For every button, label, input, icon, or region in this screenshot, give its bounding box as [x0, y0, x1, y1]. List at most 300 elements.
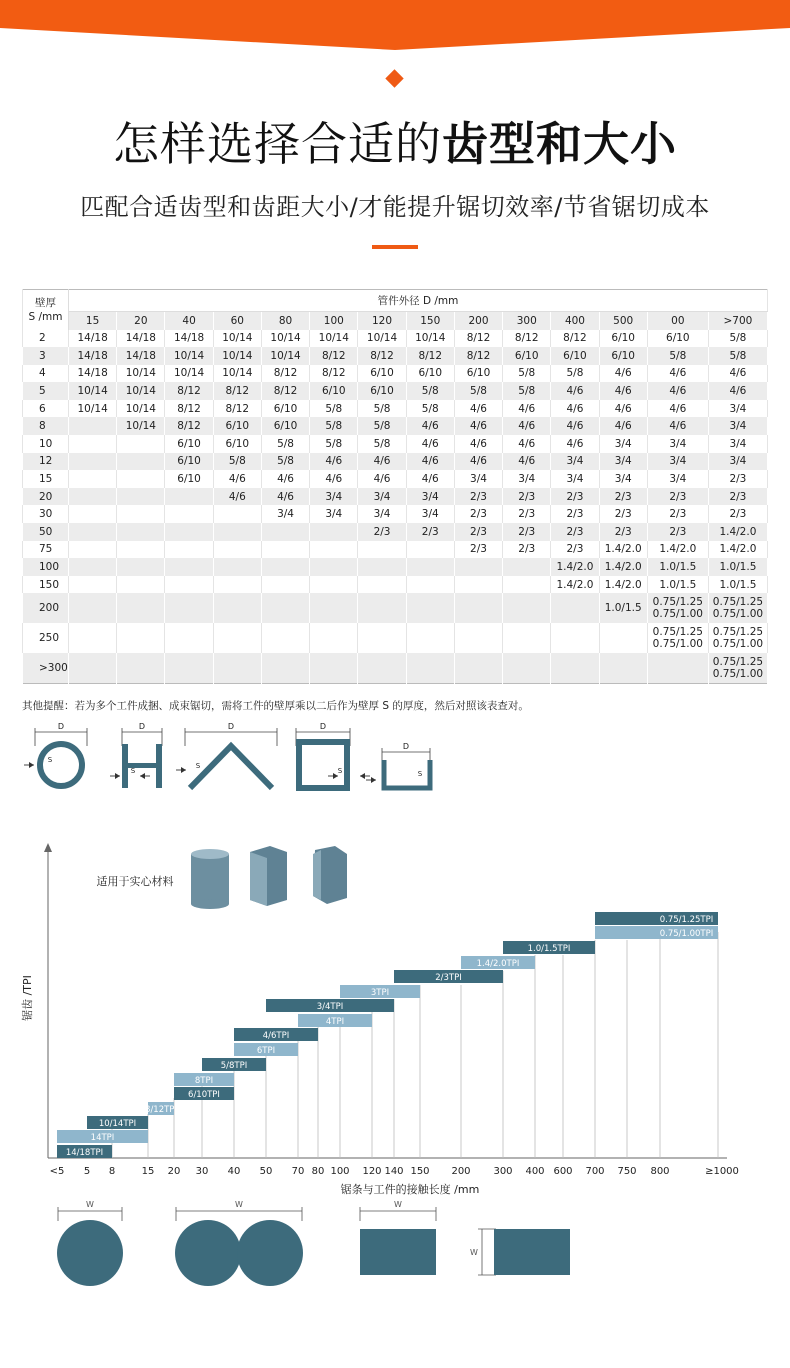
tpi-cell: 6/10	[165, 453, 213, 471]
tpi-cell: 5/8	[213, 453, 261, 471]
tpi-cell	[117, 653, 165, 683]
tpi-cell: 4/6	[213, 488, 261, 506]
diameter-header: 80	[261, 312, 309, 330]
tpi-cell	[117, 453, 165, 471]
table-row	[23, 400, 768, 418]
tpi-cell	[358, 576, 406, 594]
tpi-cell	[69, 470, 117, 488]
tpi-cell: 14/18	[117, 347, 165, 365]
wall-thickness-cell: 4	[23, 365, 69, 383]
tpi-cell: 6/10	[551, 347, 599, 365]
page-title	[0, 108, 790, 174]
tpi-cell: 2/3	[647, 505, 708, 523]
tpi-cell: 2/3	[503, 541, 551, 559]
s-label: S	[130, 767, 136, 775]
width-diagrams	[50, 1195, 590, 1305]
table-row	[23, 593, 768, 623]
tpi-cell	[310, 653, 358, 683]
tpi-cell: 4/6	[406, 435, 454, 453]
x-tick-label: 80	[311, 1166, 325, 1177]
wall-thickness-cell: 15	[23, 470, 69, 488]
tpi-cell: 6/10	[599, 347, 647, 365]
tpi-bar-label: 6/10TPI	[188, 1090, 220, 1100]
tpi-cell: 5/8	[708, 347, 767, 365]
d-label: D	[138, 722, 146, 731]
tpi-bar-label: 1.0/1.5TPI	[527, 944, 571, 954]
tpi-cell: 14/18	[165, 330, 213, 348]
tpi-cell	[551, 593, 599, 623]
arrow-head-icon	[29, 762, 34, 768]
diameter-header: 300	[503, 312, 551, 330]
x-tick-label: <5	[49, 1166, 65, 1177]
x-tick-label: 140	[384, 1166, 404, 1177]
tpi-cell	[165, 505, 213, 523]
y-axis-arrow-icon	[44, 843, 52, 852]
tpi-cell: 3/4	[708, 400, 767, 418]
tpi-cell: 3/4	[310, 488, 358, 506]
tpi-cell: 4/6	[406, 470, 454, 488]
round-bar-icon	[57, 1220, 123, 1286]
tpi-cell: 2/3	[503, 505, 551, 523]
tpi-cell	[310, 541, 358, 559]
tpi-cell: 1.0/1.5	[599, 593, 647, 623]
tpi-cell	[358, 653, 406, 683]
tpi-cell: 6/10	[213, 435, 261, 453]
wall-thickness-cell: 2	[23, 330, 69, 348]
tpi-cell: 4/6	[406, 417, 454, 435]
tpi-cell: 10/14	[117, 365, 165, 383]
tpi-cell: 6/10	[454, 365, 502, 383]
tpi-cell: 10/14	[117, 417, 165, 435]
flat-bar-icon	[360, 1229, 436, 1275]
title-diamond-icon	[385, 69, 403, 87]
tpi-cell: 0.75/1.25 0.75/1.00	[647, 623, 708, 653]
tpi-cell: 3/4	[647, 453, 708, 471]
table-row	[23, 330, 768, 348]
tpi-cell: 2/3	[551, 541, 599, 559]
tpi-cell: 2/3	[454, 505, 502, 523]
tpi-cell: 4/6	[647, 382, 708, 400]
tpi-cell: 5/8	[708, 330, 767, 348]
s-label: S	[47, 756, 53, 764]
wall-thickness-cell: 6	[23, 400, 69, 418]
tpi-cell: 5/8	[454, 382, 502, 400]
tpi-cell	[165, 623, 213, 653]
tpi-cell: 8/12	[454, 347, 502, 365]
tpi-cell: 10/14	[310, 330, 358, 348]
arrow-head-icon	[181, 767, 186, 773]
s-label: S	[417, 770, 423, 778]
tpi-bar-label: 14TPI	[90, 1133, 115, 1143]
tpi-cell: 4/6	[551, 400, 599, 418]
tpi-cell: 8/12	[213, 382, 261, 400]
tpi-cell	[406, 623, 454, 653]
d-label: D	[319, 722, 327, 731]
w-label: W	[235, 1200, 243, 1209]
diameter-header: >700	[708, 312, 767, 330]
tpi-cell: 2/3	[647, 523, 708, 541]
tpi-cell: 5/8	[261, 435, 309, 453]
wall-thickness-cell: 12	[23, 453, 69, 471]
tpi-cell	[117, 470, 165, 488]
tpi-cell: 1.4/2.0	[551, 576, 599, 594]
tpi-cell: 3/4	[708, 435, 767, 453]
tpi-bar-label: 0.75/1.25TPI	[659, 915, 714, 925]
tpi-cell	[69, 653, 117, 683]
tpi-cell	[69, 523, 117, 541]
tpi-cell: 4/6	[599, 382, 647, 400]
tpi-cell	[503, 558, 551, 576]
tooth-spec-table	[22, 289, 768, 684]
cylinder-body-icon	[191, 854, 229, 904]
tpi-cell	[165, 653, 213, 683]
wall-thickness-cell: 250	[23, 623, 69, 653]
tpi-cell	[358, 558, 406, 576]
wall-thickness-cell: 150	[23, 576, 69, 594]
tpi-cell: 8/12	[213, 400, 261, 418]
tpi-cell: 1.0/1.5	[647, 576, 708, 594]
s-label: S	[337, 767, 343, 775]
tpi-cell: 6/10	[358, 382, 406, 400]
tpi-cell: 5/8	[551, 365, 599, 383]
tpi-cell: 5/8	[358, 417, 406, 435]
tpi-cell: 6/10	[261, 400, 309, 418]
diameter-header: 500	[599, 312, 647, 330]
tpi-cell	[261, 576, 309, 594]
tpi-bar-label: 0.75/1.00TPI	[659, 929, 714, 939]
tpi-cell	[406, 541, 454, 559]
tpi-cell: 8/12	[503, 330, 551, 348]
channel-profile-icon	[384, 760, 430, 788]
tpi-cell	[213, 593, 261, 623]
tpi-cell: 0.75/1.25 0.75/1.00	[647, 593, 708, 623]
tpi-bar-label: 5/8TPI	[220, 1061, 248, 1071]
tpi-cell: 5/8	[406, 382, 454, 400]
tpi-cell	[165, 593, 213, 623]
profile-diagrams	[20, 718, 440, 798]
wall-thickness-cell: 5	[23, 382, 69, 400]
tpi-cell: 8/12	[358, 347, 406, 365]
tpi-cell	[310, 558, 358, 576]
wall-thickness-cell: 75	[23, 541, 69, 559]
tpi-cell	[503, 653, 551, 683]
table-note: 其他提醒：若为多个工件成捆、成束锯切，需将工件的壁厚乘以二后作为壁厚 S 的厚度，然后对照该表查对。	[22, 700, 529, 712]
tpi-cell	[213, 558, 261, 576]
top-banner	[0, 0, 790, 52]
tpi-cell: 1.4/2.0	[708, 541, 767, 559]
wall-thickness-cell: 3	[23, 347, 69, 365]
tpi-cell: 8/12	[551, 330, 599, 348]
wall-thickness-cell: >300	[23, 653, 69, 683]
wall-thickness-cell: 30	[23, 505, 69, 523]
round-bar-icon	[237, 1220, 303, 1286]
tpi-cell: 4/6	[454, 400, 502, 418]
tpi-cell	[261, 541, 309, 559]
tpi-cell	[358, 593, 406, 623]
tpi-bar-label: 2/3TPI	[435, 973, 462, 983]
tpi-cell: 4/6	[551, 435, 599, 453]
tpi-cell	[454, 558, 502, 576]
tpi-cell	[503, 623, 551, 653]
w-label: W	[470, 1248, 478, 1257]
tpi-cell	[69, 453, 117, 471]
tpi-cell: 2/3	[454, 523, 502, 541]
tpi-cell	[213, 623, 261, 653]
tpi-cell: 8/12	[310, 365, 358, 383]
tpi-cell: 8/12	[310, 347, 358, 365]
tpi-cell: 4/6	[261, 488, 309, 506]
tpi-cell: 14/18	[117, 330, 165, 348]
tpi-cell: 2/3	[599, 488, 647, 506]
tpi-cell	[165, 558, 213, 576]
tpi-cell: 4/6	[708, 365, 767, 383]
tpi-bar-label: 1.4/2.0TPI	[476, 959, 520, 969]
tpi-cell: 5/8	[503, 365, 551, 383]
table-row	[23, 453, 768, 471]
tpi-chart	[15, 840, 775, 1195]
tpi-cell: 5/8	[647, 347, 708, 365]
tpi-bar-label: 3TPI	[370, 988, 390, 998]
tpi-cell: 10/14	[165, 347, 213, 365]
tpi-cell: 3/4	[358, 488, 406, 506]
tpi-cell: 2/3	[503, 523, 551, 541]
tpi-cell: 3/4	[261, 505, 309, 523]
tpi-cell: 6/10	[261, 417, 309, 435]
tpi-cell: 4/6	[599, 417, 647, 435]
tpi-bar-label: 4TPI	[325, 1017, 345, 1027]
tpi-cell	[69, 623, 117, 653]
diameter-header: 120	[358, 312, 406, 330]
tpi-cell: 4/6	[261, 470, 309, 488]
tpi-cell: 2/3	[358, 523, 406, 541]
tpi-cell: 2/3	[551, 505, 599, 523]
tpi-cell	[69, 576, 117, 594]
tpi-cell: 4/6	[647, 400, 708, 418]
tpi-cell: 3/4	[647, 470, 708, 488]
tpi-cell: 1.4/2.0	[599, 558, 647, 576]
cylinder-base	[191, 899, 229, 909]
x-tick-label: 400	[525, 1166, 545, 1177]
tpi-cell	[599, 623, 647, 653]
tpi-cell	[310, 576, 358, 594]
tpi-cell	[117, 623, 165, 653]
tpi-cell: 3/4	[708, 453, 767, 471]
tpi-cell: 4/6	[358, 470, 406, 488]
tpi-cell: 1.4/2.0	[551, 558, 599, 576]
tpi-cell	[406, 653, 454, 683]
wall-thickness-cell: 10	[23, 435, 69, 453]
tpi-cell	[213, 523, 261, 541]
tpi-cell: 10/14	[69, 400, 117, 418]
tpi-cell: 5/8	[358, 400, 406, 418]
tpi-cell	[69, 488, 117, 506]
tpi-cell: 10/14	[261, 330, 309, 348]
tpi-cell: 6/10	[213, 417, 261, 435]
tpi-cell: 4/6	[551, 382, 599, 400]
table-row	[23, 523, 768, 541]
h-beam-flange	[122, 744, 128, 788]
wall-thickness-cell: 20	[23, 488, 69, 506]
tpi-cell: 6/10	[599, 330, 647, 348]
tpi-bar-label: 4/6TPI	[262, 1031, 290, 1041]
table-row	[23, 558, 768, 576]
table-row	[23, 488, 768, 506]
tpi-cell: 3/4	[310, 505, 358, 523]
tpi-cell: 5/8	[358, 435, 406, 453]
tpi-cell	[69, 435, 117, 453]
x-tick-label: 600	[553, 1166, 573, 1177]
tpi-cell: 5/8	[503, 382, 551, 400]
tpi-cell	[503, 593, 551, 623]
tpi-cell: 3/4	[358, 505, 406, 523]
accent-divider	[372, 245, 418, 249]
tpi-cell: 8/12	[165, 417, 213, 435]
table-row	[23, 382, 768, 400]
tpi-cell	[69, 505, 117, 523]
tpi-cell: 1.4/2.0	[708, 523, 767, 541]
tpi-cell: 5/8	[406, 400, 454, 418]
tpi-cell: 4/6	[647, 417, 708, 435]
tpi-cell: 0.75/1.25 0.75/1.00	[708, 653, 767, 683]
tpi-cell: 8/12	[261, 382, 309, 400]
tpi-cell	[599, 653, 647, 683]
wall-thickness-cell: 8	[23, 417, 69, 435]
tpi-cell: 2/3	[503, 488, 551, 506]
tpi-cell: 4/6	[454, 453, 502, 471]
tpi-cell: 10/14	[69, 382, 117, 400]
tpi-cell	[117, 576, 165, 594]
tpi-cell: 2/3	[708, 488, 767, 506]
x-tick-label: 40	[227, 1166, 241, 1177]
cylinder-top	[191, 849, 229, 859]
wall-thickness-cell: 100	[23, 558, 69, 576]
tpi-cell: 0.75/1.25 0.75/1.00	[708, 623, 767, 653]
tpi-cell	[358, 623, 406, 653]
diameter-header: 400	[551, 312, 599, 330]
tpi-cell	[117, 435, 165, 453]
diameter-group-header: 管件外径 D /mm	[69, 290, 768, 312]
tpi-cell	[358, 541, 406, 559]
tpi-cell: 4/6	[503, 400, 551, 418]
diameter-header: 100	[310, 312, 358, 330]
tpi-cell: 2/3	[647, 488, 708, 506]
x-tick-label: 120	[362, 1166, 382, 1177]
h-beam-flange	[156, 744, 162, 788]
diameter-header: 40	[165, 312, 213, 330]
table-row	[23, 623, 768, 653]
tpi-cell: 8/12	[454, 330, 502, 348]
tpi-cell	[213, 505, 261, 523]
title-bold: 齿型和大小	[442, 117, 677, 171]
x-tick-label: 200	[451, 1166, 471, 1177]
diameter-header-row	[23, 312, 768, 330]
tpi-cell: 1.0/1.5	[647, 558, 708, 576]
tpi-cell: 4/6	[213, 470, 261, 488]
tpi-cell: 4/6	[454, 435, 502, 453]
tpi-cell: 4/6	[310, 453, 358, 471]
tpi-cell	[406, 558, 454, 576]
tpi-cell: 5/8	[310, 435, 358, 453]
x-tick-label: 70	[291, 1166, 305, 1177]
tpi-cell: 8/12	[165, 382, 213, 400]
tpi-cell: 4/6	[599, 400, 647, 418]
tpi-cell: 10/14	[261, 347, 309, 365]
tpi-cell	[213, 653, 261, 683]
tpi-cell: 14/18	[69, 365, 117, 383]
tpi-cell: 1.4/2.0	[599, 541, 647, 559]
angle-profile-icon	[190, 746, 272, 788]
tpi-cell: 10/14	[213, 365, 261, 383]
diameter-header: 00	[647, 312, 708, 330]
tpi-cell: 10/14	[213, 347, 261, 365]
tpi-cell: 1.0/1.5	[708, 558, 767, 576]
tpi-bar-label: 10/14TPI	[98, 1119, 137, 1129]
tpi-cell	[503, 576, 551, 594]
x-tick-label: 8	[108, 1166, 116, 1177]
tpi-cell	[117, 523, 165, 541]
tpi-cell: 4/6	[503, 453, 551, 471]
tpi-cell	[261, 558, 309, 576]
d-label: D	[402, 742, 410, 751]
s-label: S	[195, 762, 201, 770]
tpi-cell	[69, 558, 117, 576]
tpi-cell: 8/12	[165, 400, 213, 418]
tpi-cell: 2/3	[551, 523, 599, 541]
tpi-cell: 6/10	[358, 365, 406, 383]
tpi-cell: 6/10	[310, 382, 358, 400]
tpi-cell	[261, 593, 309, 623]
tpi-cell: 4/6	[454, 417, 502, 435]
tpi-cell: 2/3	[454, 541, 502, 559]
tpi-cell: 4/6	[310, 470, 358, 488]
page-subtitle: 匹配合适齿型和齿距大小/才能提升锯切效率/节省锯切成本	[80, 193, 710, 221]
x-tick-label: 150	[410, 1166, 430, 1177]
tpi-cell	[406, 593, 454, 623]
tpi-cell: 1.4/2.0	[647, 541, 708, 559]
tpi-cell: 3/4	[406, 505, 454, 523]
tpi-cell	[551, 623, 599, 653]
tpi-cell	[261, 623, 309, 653]
x-tick-label: 300	[493, 1166, 513, 1177]
d-label: D	[227, 722, 235, 731]
tpi-cell	[454, 576, 502, 594]
tpi-cell: 2/3	[406, 523, 454, 541]
tpi-cell: 4/6	[406, 453, 454, 471]
tpi-cell: 1.4/2.0	[599, 576, 647, 594]
x-tick-label: ≥1000	[705, 1166, 739, 1177]
tpi-cell	[454, 653, 502, 683]
tpi-cell: 3/4	[503, 470, 551, 488]
tpi-cell	[261, 653, 309, 683]
tpi-cell	[310, 523, 358, 541]
tpi-cell: 14/18	[69, 347, 117, 365]
tpi-cell: 10/14	[117, 382, 165, 400]
flat-bar-icon	[494, 1229, 570, 1275]
table-row	[23, 365, 768, 383]
table-row	[23, 505, 768, 523]
tpi-cell: 2/3	[454, 488, 502, 506]
tpi-cell: 2/3	[708, 470, 767, 488]
arrow-head-icon	[115, 773, 120, 779]
tpi-cell	[165, 523, 213, 541]
w-label: W	[86, 1200, 94, 1209]
arrow-head-icon	[371, 777, 376, 783]
tpi-cell	[69, 417, 117, 435]
diameter-header: 20	[117, 312, 165, 330]
tpi-cell	[213, 541, 261, 559]
tpi-cell: 14/18	[69, 330, 117, 348]
wall-thickness-cell: 200	[23, 593, 69, 623]
